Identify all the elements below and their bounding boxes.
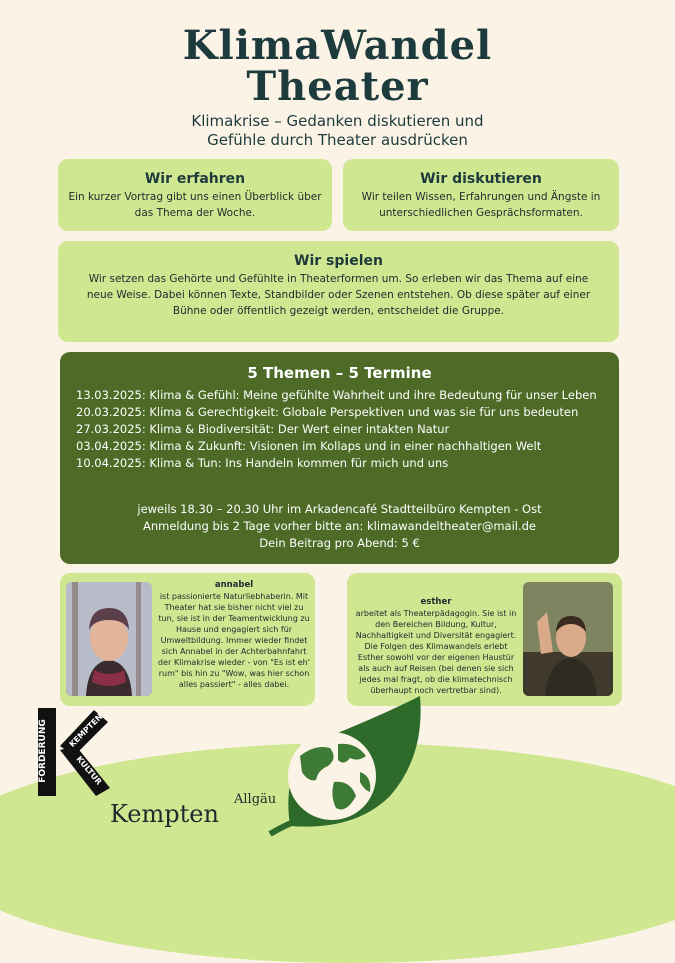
- title-line-2: Theater: [246, 63, 429, 110]
- logo-text-kultur: KULTUR: [74, 754, 104, 787]
- schedule-dates: [76, 387, 605, 472]
- section-text: Wir teilen Wissen, Erfahrungen und Ängste in unterschiedlichen Gesprächsformaten.: [361, 191, 601, 219]
- section-heading: Wir diskutieren: [420, 171, 542, 187]
- title-line-1: KlimaWandel: [182, 22, 493, 69]
- section-heading: Wir spielen: [294, 253, 383, 269]
- schedule-panel: [60, 352, 619, 564]
- person-name: esther: [420, 597, 452, 607]
- date-item: 13.03.2025: Klima & Gefühl: Meine gefühlte Wahrheit und ihre Bedeutung für unser Leben: [76, 388, 597, 402]
- date-item: 27.03.2025: Klima & Biodiversität: Der Wert einer intakten Natur: [76, 422, 450, 436]
- section-text: Wir setzen das Gehörte und Gefühlte in Theaterformen um. So erleben wir das Thema auf eine neue Weise. Dabei können Texte, Standbilder oder Szenen entstehen. Ob diese später auf einer Bühne oder öffentlich gezeigt werden, entscheidet die Gruppe.: [86, 273, 591, 317]
- logo-text-foerderung: FÖRDERUNG: [38, 719, 48, 783]
- city-logo: [110, 788, 280, 832]
- person-bio: arbeitet als Theaterpädagogin. Sie ist in den Bereichen Bildung, Kultur, Nachhaltigkeit und Diversität engagiert. Die Folgen des Klimawandels erlebt Esther sowohl vor der eigenen Haustür als auch auf Reisen (bei denen sie sich jedes mal fragt, ob die klimatechnisch überhaupt noch vertretbar sind).: [355, 609, 517, 695]
- schedule-heading: 5 Themen – 5 Termine: [247, 364, 432, 382]
- section-text: Ein kurzer Vortrag gibt uns einen Überblick über das Thema der Woche.: [68, 191, 322, 219]
- globe-leaf-icon: [260, 696, 430, 836]
- region-name: Allgäu: [234, 792, 277, 807]
- person-bio: ist passionierte Naturliebhaberin. Mit Theater hat sie bisher nicht viel zu tun, sie ist in der Teamentwicklung zu Hause und engagiert sich für Umweltbildung. Immer wieder findet sich Annabel in der Achterbahnfahrt der Klimakrise wieder - von "Es ist eh' rum" bis hin zu "Wow, was hier schon alles passiert" - alles dabei.: [158, 592, 310, 689]
- section-wir-diskutieren: [343, 159, 619, 231]
- annabel-photo: [66, 582, 152, 696]
- schedule-registration: Anmeldung bis 2 Tage vorher bitte an: klimawandeltheater@mail.de: [142, 519, 536, 533]
- esther-bio-block: [353, 596, 519, 696]
- date-item: 03.04.2025: Klima & Zukunft: Visionen im Kollaps und in einer nachhaltigen Welt: [76, 439, 542, 453]
- esther-photo: [523, 582, 613, 696]
- city-name: Kempten: [110, 800, 219, 828]
- person-card-annabel: [60, 573, 315, 706]
- schedule-info: [60, 501, 619, 552]
- annabel-bio-block: [158, 579, 310, 690]
- subtitle-line-1: Klimakrise – Gedanken diskutieren und: [191, 112, 484, 130]
- date-item: 10.04.2025: Klima & Tun: Ins Handeln kommen für mich und uns: [76, 456, 449, 470]
- subtitle: [0, 112, 675, 150]
- schedule-fee: Dein Beitrag pro Abend: 5 €: [259, 536, 420, 550]
- section-wir-erfahren: [58, 159, 332, 231]
- subtitle-line-2: Gefühle durch Theater ausdrücken: [207, 131, 468, 149]
- kempten-kultur-logo: [32, 706, 114, 798]
- date-item: 20.03.2025: Klima & Gerechtigkeit: Globale Perspektiven und was sie für uns bedeuten: [76, 405, 579, 419]
- schedule-time: jeweils 18.30 – 20.30 Uhr im Arkadencafé Stadtteilbüro Kempten - Ost: [137, 502, 542, 516]
- logo-text-kempten: KEMPTEN: [67, 712, 105, 749]
- section-wir-spielen: [58, 241, 619, 342]
- section-heading: Wir erfahren: [144, 171, 246, 187]
- person-card-esther: [347, 573, 622, 706]
- person-name: annabel: [214, 580, 254, 590]
